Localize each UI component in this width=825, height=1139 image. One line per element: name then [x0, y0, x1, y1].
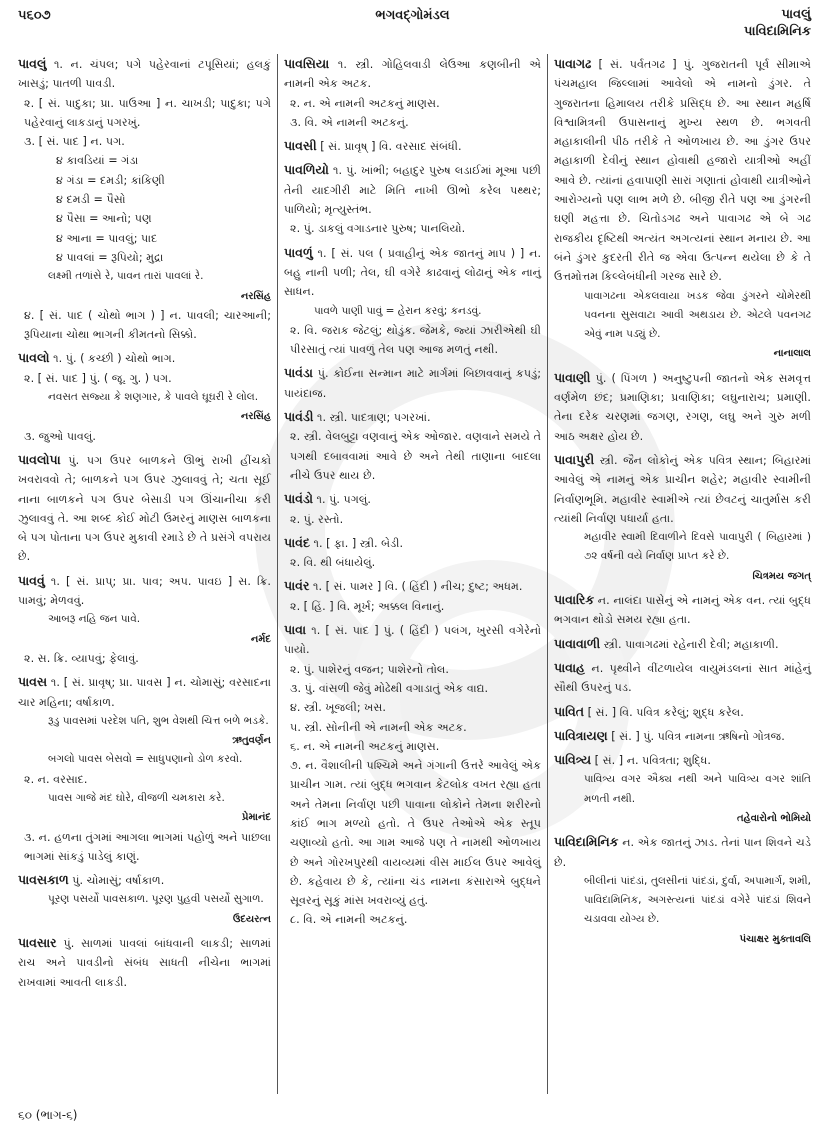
definition: પું. ( પિંગળ ) અનુષ્ટુપની જાતનો એક સમવૃત્ત વર્ણમેળ છંદ; પ્રમાણિકા; પ્રવાણિકા; લઘુનારાચ; પ્રમાણી. તેના દરેક ચરણમાં જગણ, રગણ, લઘુ અને ગુરુ મળી આઠ અક્ષર હોય છે.: [554, 371, 811, 443]
quotation-source: નાનાલાલ: [773, 348, 811, 360]
headword: પાવાવાળી: [554, 635, 601, 651]
column-3: [547, 54, 817, 1094]
quotation-source: પંચાક્ષર મુક્તાવલિ: [739, 933, 811, 945]
entry-first-line: [554, 750, 811, 770]
entry-first-line: [18, 450, 271, 567]
entry-first-line: [554, 368, 811, 446]
definition: ૧. ન. ચંપલ; પગે પહેરવાનાં ટપૂસિયાં; હલકું ખાસડું; પાતળી પાવડી.: [18, 58, 272, 91]
dictionary-entry: [18, 54, 271, 344]
coin-table-row: ૪ આના = પાવલું; પાદ: [56, 231, 158, 245]
entry-first-line: [18, 571, 271, 611]
definition: ૧. પું. ( કચ્છી ) ચોથો ભાગ.: [53, 352, 176, 366]
dictionary-entry: [18, 571, 271, 668]
dictionary-columns: [12, 54, 817, 1094]
entry-first-line: [554, 832, 811, 872]
entry-first-line: [554, 702, 811, 722]
quotation: પાવાગઢના એકલવાયા ખડક જેવા ડુંગરને ચોમેરથી પવનના સુસવાટા આવી અથડાય છે. એટલે પવનગઢ એવું નામ પડ્યું છે.: [584, 289, 811, 341]
headword: પાવસી: [284, 138, 317, 154]
book-title: ભગવદ્ગોમંડલ: [375, 8, 450, 23]
sense: ૩. [ સં. પાદ ] ન. પગ.: [24, 135, 125, 149]
dictionary-entry: [284, 407, 541, 485]
definition: ૧. [ સં. પ્રાપ્; પ્રા. પાવ; અપ. પાવઇ ] સ. ક્રિ. પામવું; મેળવવું.: [18, 574, 271, 608]
quotation: પૂરણ પસર્યો પાવસકાળ. પૂરણ પુહવી પસર્યો સુગાળ.: [48, 893, 264, 906]
dictionary-entry: [554, 450, 811, 586]
quotation-source: ચિત્રમય જગત્: [752, 570, 811, 582]
dictionary-entry: [18, 672, 271, 866]
dictionary-entry: [18, 450, 271, 567]
sense: ૨. વિ. જરાક જેટલું; થોડુંક. જેમકે, જ્યાં ઝારીએથી ઘી પીરસાતું ત્યાં પાવળું તેલ પણ આજ મળતું નથી.: [290, 323, 541, 357]
coin-table-row: ૪ પાવલાં = રૂપિયો; મુદ્રા: [56, 250, 164, 264]
quotation: પાવિત્ર્ય વગર ઐક્ય નથી અને પાવિત્ર્ય વગર શાંતિ મળતી નથી.: [584, 773, 811, 805]
guide-word-last: પાવિદામિનિક: [743, 24, 811, 39]
sense: ૮. વિ. એ નામની અટકનું.: [290, 913, 408, 927]
definition: ૧. [ સં. પાદ ] પું. ( હિંદી ) પલંગ, ખુરસી વગેરેનો પાયો.: [284, 624, 541, 657]
entry-first-line: [554, 634, 811, 654]
quotation: લક્ષ્મી તળાંસે રે, પાવન તારાં પાવલાં રે.: [48, 270, 204, 283]
definition: [ સં. પ્રાવૃષ્ ] વિ. વરસાદ સંબંધી.: [320, 140, 462, 154]
dictionary-entry: [284, 620, 541, 930]
headword: પાવસાર: [18, 935, 57, 951]
entry-first-line: [284, 533, 541, 553]
sense: ૨. [ સં. પાદ ] પું. ( જૂ. ગુ. ) પગ.: [24, 371, 172, 385]
definition: સ્ત્રી. પાવાગઢમાં રહેનારી દેવી; મહાકાળી.: [603, 637, 779, 651]
page-header: [0, 0, 825, 48]
idiom: પાવળે પાણી પાવું = હેરાન કરવું; કનડવું.: [314, 304, 482, 317]
dictionary-entry: [554, 726, 811, 746]
definition: ૧. પું. ખાંભી; બહાદુર પુરુષ લડાઈમાં મૂઆ પછી તેની યાદગીરી માટે મિતિ નાખી ઊભો કરેલ પથ્થર; પાળિયો; મૃત્યુસ્તંભ.: [284, 164, 541, 217]
sense: ૫. સ્ત્રી. સોનીની એ નામની એક અટક.: [290, 720, 467, 734]
headword: પાવંદ: [284, 534, 310, 550]
column-2: [277, 54, 547, 1094]
idiom: બગલો પાવસ બેસવો = સાધુપણાનો ડોળ કરવો.: [48, 753, 243, 766]
definition: [ સં. પર્વતગઢ ] પું. ગુજરાતની પૂર્વ સીમાએ પંચમહાલ જિલ્લામાં આવેલો એ નામનો ડુંગર. તે ગુજરાતના હિમાલય તરીકે પ્રસિદ્ધ છે. આ સ્થાન મહર્ષિ વિશ્વામિત્રની ઉપાસનાનું મુખ્ય સ્થળ છે. ભગવતી મહાકાલીની પીઠ તરીકે તે ઓળખાય છે. આ ડુંગર ઉપર મહાકાળી દેવીનું સ્થાન હોવાથી હજારો યાત્રીઓ અહીં આવે છે. ત્યાંનાં હવાપાણી સારાં ગણાતાં હોવાથી યાત્રીઓને આરોગ્યનો પણ લાભ મળે છે. બીજી રીતે પણ આ ડુંગરની ઘણી મહત્તા છે. ચિતોડગઢ અને પાવાગઢ એ બે ગઢ રાજકીય દૃષ્ટિથી અત્યંત અગત્યનાં સ્થાન મનાય છે. આ બંને ડુંગર કુદરતી રીતે જ એવા ઉત્પન્ન થયેલા છે કે તે ઉત્તમોત્તમ કિલ્લેબંધીની ગરજ સારે છે.: [554, 58, 811, 284]
entry-first-line: [18, 348, 271, 368]
entry-first-line: [284, 489, 541, 509]
headword: પાવારિક: [554, 592, 595, 608]
coin-table-row: ૪ કાવડિયાં = ગંડા: [56, 154, 139, 168]
entry-first-line: [18, 672, 271, 712]
definition: સ્ત્રી. જૈન લોકોનું એક પવિત્ર સ્થાન; બિહારમાં આવેલું એ નામનું એક પ્રાચીન શહેર; મહાવીર સ્વામીની નિર્વાણભૂમિ. મહાવીર સ્વામીએ ત્યાં છેવટનું ચાતુર્માસ કરી ત્યાંથી નિર્વાણ પધાર્યા હતા.: [554, 453, 811, 525]
definition: પું. પગ ઉપર બાળકને ઊભું રાખી હીંચકો ખવરાવવો તે; બાળકને પગ ઉપર ઝુલાવવું તે; ચતા સૂઈ નાના બાળકને પગ ઉપર બેસાડી પગ ઊંચાનીચા કરી ઝુલાવવું તે. આ શબ્દ કોઈ મોટી ઉમરનું માણસ બાળકના બે પગ પોતાના પગ ઉપર મુકાવી રમાડે છે તે પ્રસંગે વપરાય છે.: [18, 453, 271, 564]
headword: પાવલું: [18, 56, 47, 71]
definition: ૧. પું. પગલું.: [316, 493, 371, 507]
definition: ન. પૃથ્વીને વીંટળાયેલ વાયુમંડલનાં સાત માંહેનું સૌથી ઉપરનું પડ.: [554, 661, 812, 695]
sense: ૨. પું. પાશેરનું વજન; પાશેરનો તોલ.: [290, 662, 449, 676]
headword: પાવાણી: [554, 369, 591, 385]
quotation: મહાવીર સ્વામી દિવાળીને દિવસે પાવાપુરી ( બિહારમાં ) ૭૨ વર્ષની વયે નિર્વાણ પ્રાપ્ત કરે છે.: [584, 531, 811, 563]
headword: પાવળું: [284, 244, 313, 260]
page-footer: ૬૦ (ભાગ-૬): [18, 1108, 78, 1122]
sense: ૩. જુઓ પાવલું.: [24, 429, 96, 443]
entry-first-line: [284, 620, 541, 660]
dictionary-entry: [284, 489, 541, 529]
sense: ૨. ન. એ નામની અટકનું માણસ.: [290, 96, 440, 110]
coin-table-row: ૪ દમડી = પૈસો: [56, 193, 126, 207]
definition: ૧. સ્ત્રી. પાદત્રાણ; પગરખાં.: [316, 411, 431, 425]
entry-first-line: [284, 136, 541, 156]
dictionary-entry: [554, 54, 811, 364]
entry-first-line: [284, 160, 541, 219]
dictionary-entry: [554, 832, 811, 949]
quotation: પાવસ ગાજે મંદ ઘોરે, વીજળી ચમકારા કરે.: [48, 791, 225, 804]
quotation: નવસત સજ્યા કે શણગાર, કે પાવલે ઘૂઘરી રે લોલ.: [48, 391, 259, 404]
sense: ૩. વિ. એ નામની અટકનું.: [290, 115, 409, 129]
quotation-source: નરસિંહ: [240, 290, 271, 302]
sense: ૨. પું. ડાકલું વગાડનાર પુરુષ; પાનલિયો.: [290, 222, 466, 236]
definition: ૧. [ સં. પામર ] વિ. ( હિંદી ) નીચ; દુષ્ટ; અધમ.: [313, 580, 523, 594]
sense: ૬. ન. એ નામની અટકનું માણસ.: [290, 739, 440, 753]
headword: પાવિત: [554, 703, 585, 719]
entry-first-line: [554, 450, 811, 528]
headword: પાવળિયો: [284, 162, 329, 178]
headword: પાવાગઢ: [554, 56, 592, 71]
headword: પાવંડા: [284, 365, 313, 381]
definition: ૧. [ સં. પ્રાવૃષ્; પ્રા. પાવસ ] ન. ચોમાસું; વરસાદના ચાર મહિના; વર્ષાકાળ.: [18, 676, 271, 709]
quotation-source: ઉદયરત્ન: [232, 913, 271, 925]
dictionary-entry: [554, 750, 811, 828]
headword: પાવસકાળ: [18, 872, 69, 888]
headword: પાવસિયા: [284, 56, 330, 71]
dictionary-entry: [284, 533, 541, 573]
entry-first-line: [284, 363, 541, 403]
dictionary-entry: [554, 634, 811, 654]
entry-first-line: [18, 933, 271, 992]
headword: પાવિદામિનિક: [554, 834, 619, 850]
headword: પાવંડી: [284, 409, 314, 425]
headword: પાવવું: [18, 572, 45, 588]
headword: પાવાપુરી: [554, 451, 595, 467]
entry-first-line: [284, 243, 541, 302]
quotation-source: નર્મદ: [250, 633, 271, 645]
dictionary-entry: [284, 160, 541, 238]
dictionary-entry: [554, 702, 811, 722]
definition: ૧. [ ફા. ] સ્ત્રી. બેડી.: [313, 536, 404, 550]
entry-first-line: [284, 576, 541, 596]
dictionary-entry: [554, 368, 811, 446]
sense: ૪. [ સં. પાદ ( ચોથો ભાગ ) ] ન. પાવલી; ચારઆની; રૂપિયાના ચોથા ભાગની કીમતનો સિક્કો.: [24, 308, 271, 342]
headword: પાવા: [284, 622, 307, 638]
sense: ૨. સ. ક્રિ. વ્યાપવું; ફેલાવું.: [24, 651, 139, 665]
dictionary-entry: [18, 870, 271, 929]
guide-word-first: પાવલું: [781, 7, 811, 22]
definition: ન. નાલંદા પાસેનું એ નામનું એક વન. ત્યાં બુદ્ધ ભગવાન થોડો સમય રહ્યા હતા.: [554, 594, 811, 627]
entry-first-line: [554, 726, 811, 746]
sense: ૨. [ સં. પાદુકા; પ્રા. પાઉઆ ] ન. ચાખડી; પાદુકા; પગે પહેરવાનું લાકડાનું પગરખું.: [24, 96, 271, 129]
coin-table-row: ૪ ગંડા = દમડી; કાંકિણી: [56, 173, 165, 187]
headword: પાવિત્રાયણ: [554, 727, 608, 743]
headword: પાવિત્ર્ય: [554, 752, 592, 768]
definition: ન. એક જાતનું ઝાડ. તેનાં પાન શિવને ચડે છે.: [554, 836, 811, 869]
column-1: [12, 54, 277, 1094]
definition: પું. સાળમાં પાવલાં બાંધવાની લાકડી; સાળમાં રાચ અને પાવડીનો સંબંધ સાધતી નીચેના ભાગમાં રાખવામાં આવતી લાકડી.: [18, 937, 271, 989]
headword: પાવાહ: [554, 659, 585, 675]
sense: ૨. [ હિં. ] વિ. મૂર્ખ; અક્કલ વિનાનું.: [290, 599, 445, 613]
dictionary-entry: [554, 658, 811, 698]
entry-first-line: [554, 54, 811, 287]
sense: ૨. પું. રસ્તો.: [290, 512, 344, 526]
sense: ૨. ન. વરસાદ.: [24, 772, 88, 786]
entry-first-line: [18, 54, 271, 94]
definition: [ સં. ] ન. પવિત્રતા; શુદ્ધિ.: [594, 754, 711, 768]
definition: [ સં. ] વિ. પવિત્ર કરેલું; શુદ્ધ કરેલ.: [587, 705, 744, 719]
entry-first-line: [554, 658, 811, 698]
dictionary-entry: [554, 590, 811, 630]
definition: ૧. [ સં. પલ ( પ્રવાહીનું એક જાતનું માપ ) ] ન. બહુ નાની પળી; તેલ, ઘી વગેરે કાઢવાનું લોઢાનું એક નાનું સાધન.: [284, 246, 541, 299]
quotation: રૂડુ પાવસમાં પરદેશ પતિ, શુભ વેશથી ચિત્ત બળે ભડકે.: [48, 714, 269, 727]
quotation-source: નરસિંહ: [240, 411, 271, 423]
dictionary-entry: [284, 243, 541, 360]
sense: ૭. ન. વૈશાલીની પશ્ચિમે અને ગંગાની ઉત્તરે આવેલું એક પ્રાચીન ગામ. ત્યાં બુદ્ધ ભગવાન કેટલોક વખત રહ્યા હતા અને તેમના નિર્વાણ પછી પાવાના લોકોને તેમના શરીરનો કાંઈ ભાગ મળ્યો હતો. તે ઉપર તેઓએ એક સ્તૂપ ચણાવ્યો હતો. આ ગામ આજે પણ તે નામથી ઓળખાય છે અને ગોરખપુરથી વાયવ્યમાં વીસ માઈલ ઉપર આવેલું છે. કહેવાય છે કે, ત્યાંના ચંડ નામના કંસારાએ બુદ્ધને સૂવરનું સૂકું માંસ ખવરાવ્યું હતું.: [290, 759, 541, 908]
dictionary-entry: [284, 54, 541, 132]
sense: ૩. ન. હળના તુંગમાં આગલા ભાગમાં પહોળું અને પાછલા ભાગમાં સાંકડું પાડેલું કાણું.: [24, 830, 271, 863]
definition: પું. ચોમાસું; વર્ષાકાળ.: [72, 874, 165, 888]
coin-table-row: ૪ પૈસા = આનો; પણ: [56, 212, 152, 226]
guide-words: [744, 6, 811, 40]
definition: ૧. સ્ત્રી. ગોહિલવાડી લેઉઆ કણબીની એ નામની એક અટક.: [284, 58, 542, 91]
headword: પાવલો: [18, 350, 50, 366]
dictionary-entry: [18, 933, 271, 992]
quotation-source: તહેવારોનો ભોમિયો: [736, 812, 811, 824]
page-number: ૫૬૦૭: [18, 8, 51, 23]
entry-first-line: [284, 407, 541, 427]
headword: પાવંર: [284, 578, 310, 594]
quotation-source: પ્રેમાનંદ: [241, 812, 271, 824]
definition: પું. કોઈના સન્માન માટે માર્ગમાં બિછાવવાનું કપડું; પાયંદાજ.: [284, 367, 541, 400]
headword: પાવંડો: [284, 491, 313, 507]
entry-first-line: [554, 590, 811, 630]
dictionary-entry: [284, 136, 541, 156]
sense: ૩. પું. વાંસળી જેવું મોઢેથી વગાડાતું એક વાદ્ય.: [290, 681, 489, 695]
dictionary-entry: [284, 576, 541, 616]
sense: ૨. સ્ત્રી. વેલબુટ્ટા વણવાનું એક ઓજાર. વણવાને સમયે તે પગથી દબાવવામાં આવે છે અને તેથી તાણાના બાદલા નીચે ઉપર થાય છે.: [290, 430, 541, 482]
quotation: બીલીનાં પાંદડાં, તુલસીનાં પાંદડાં, દુર્વા, અપામાર્ગ, શમી, પાવિદામિનિક, અગસ્ત્યનાં પાંદડાં વગેરે પાંદડાં શિવને ચડાવવા યોગ્ય છે.: [584, 874, 811, 926]
quotation: આબરૂ નહિ જન પાવે.: [48, 613, 141, 626]
dictionary-entry: [284, 363, 541, 403]
quotation-source: ઋતુવર્ણન: [232, 735, 271, 747]
dictionary-entry: [18, 348, 271, 445]
entry-first-line: [18, 870, 271, 890]
sense: ૪. સ્ત્રી. ખૂજલી; ખસ.: [290, 701, 386, 715]
definition: [ સં. ] પું. પવિત્ર નામના ઋષિનો ગોત્રજ.: [611, 729, 785, 743]
entry-first-line: [284, 54, 541, 94]
sense: ૨. વિ. થી બંધાયેલું.: [290, 556, 376, 570]
headword: પાવસ: [18, 674, 48, 690]
headword: પાવલોપા: [18, 451, 61, 467]
